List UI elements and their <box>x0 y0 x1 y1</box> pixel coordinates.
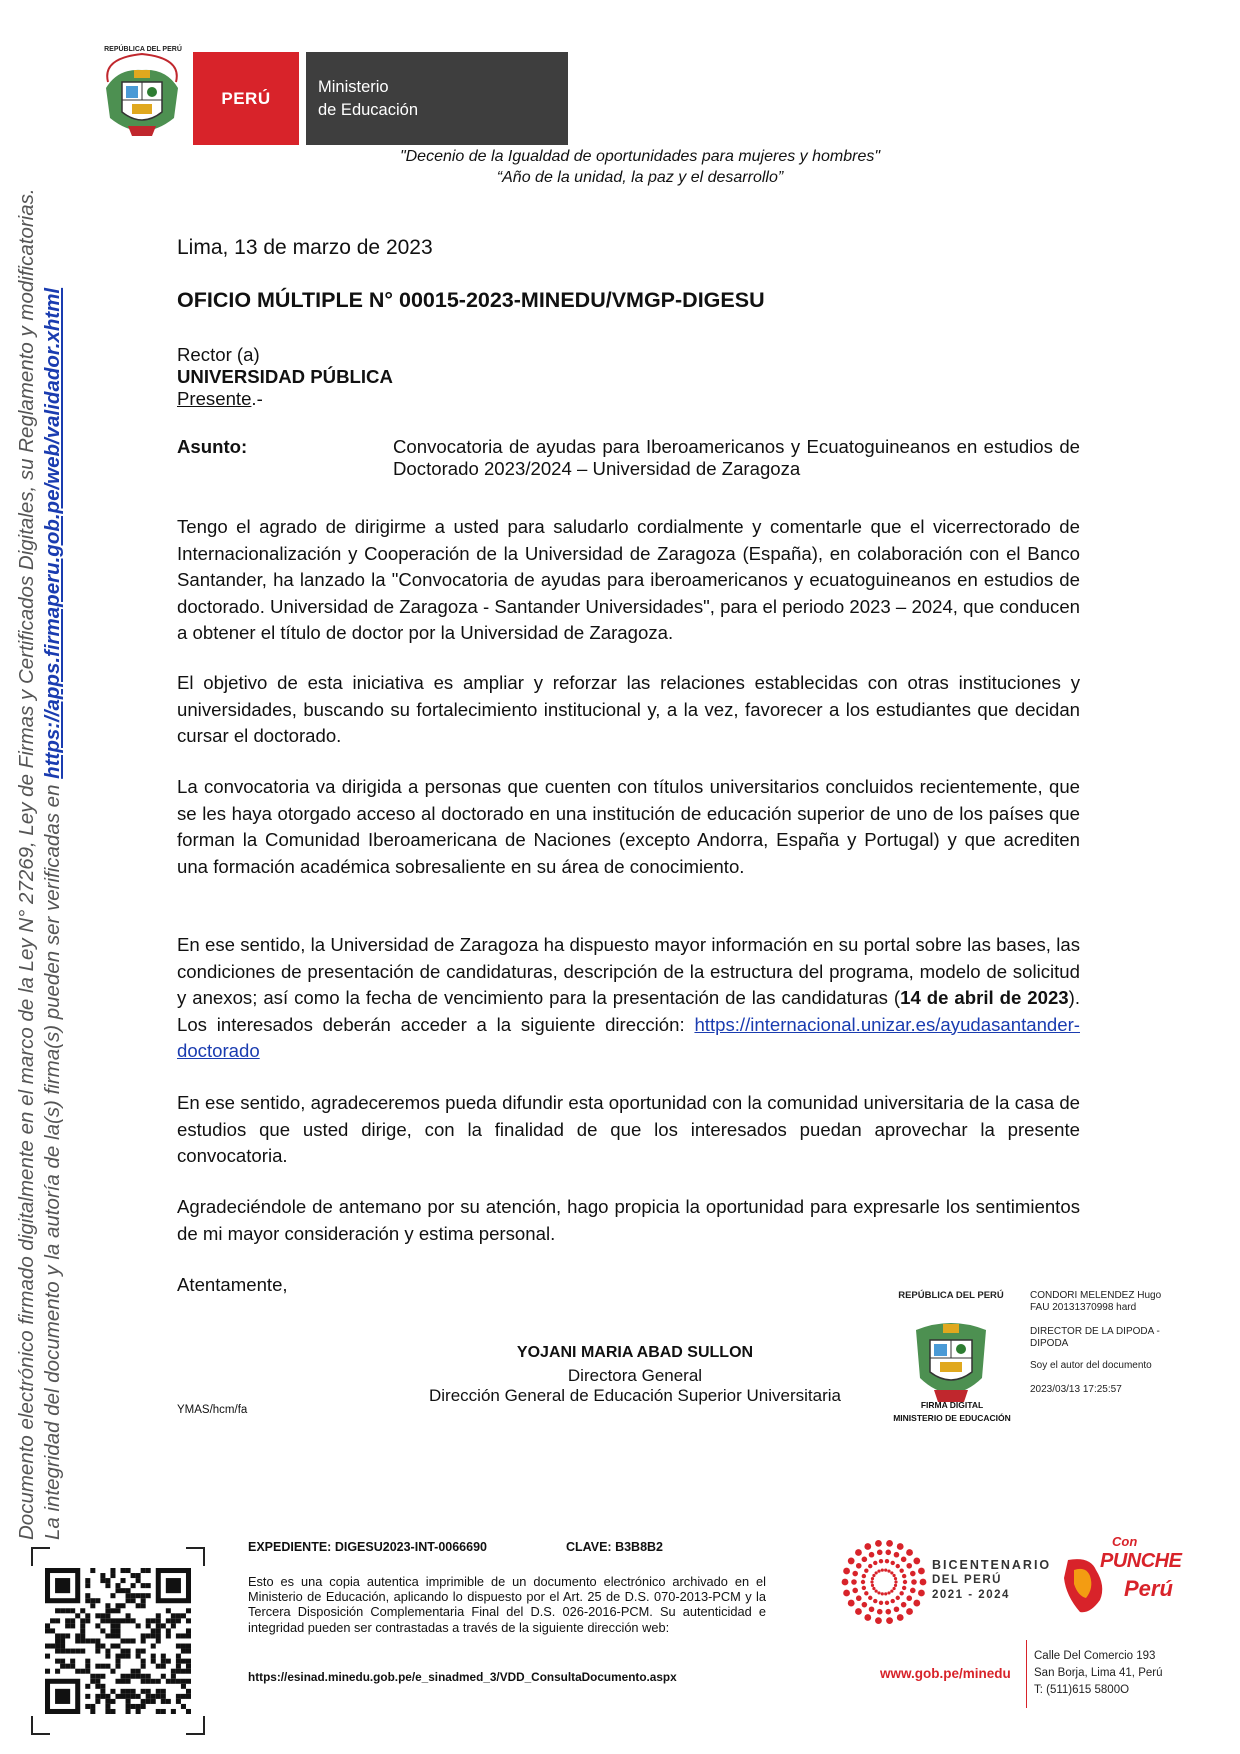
ministry-line1: Ministerio <box>318 77 389 96</box>
side-note-line2 <box>40 120 66 1540</box>
side-note-line1: Documento electrónico firmado digitalmente en el marco de la Ley N° 27269, Ley de Firmas y Certificados Digitales, su Reglamento y modificatorias. <box>15 188 38 1540</box>
signatory-role: Directora General <box>567 1366 703 1385</box>
oficio-number: OFICIO MÚLTIPLE N° 00015-2023-MINEDU/VMGP-DIGESU <box>177 288 765 312</box>
unizar-link[interactable]: https://internacional.unizar.es/ayudasantander-doctorado <box>177 1013 1080 1061</box>
address-line1: Calle Del Comercio 193 <box>1034 1650 1156 1662</box>
side-note-line2-text: La integridad del documento y la autoría de la(s) firma(s) pueden ser verificadas en <box>41 778 64 1540</box>
address-phone: T: (511)615 5800O <box>1034 1684 1130 1696</box>
bicentenario-line3: 2021 - 2024 <box>932 1589 1010 1601</box>
bicentenario-line2: DEL PERÚ <box>932 1574 1002 1586</box>
signatory-direction: Dirección General de Educación Superior Universitaria <box>429 1386 841 1405</box>
authenticity-note: Esto es una copia autentica imprimible de un documento electrónico archivado en el Ministerio de Educación, aplicando lo dispuesto por el Art. 25 de D.S. 070-2013-PCM y la Tercera Disposición Complementaria Final del D.S. 026-2016-PCM. Su autenticidad e integridad pueden ser contrastadas a través de la siguiente dirección web: <box>248 1574 766 1635</box>
validator-link[interactable]: https://apps.firmaperu.gob.pe/web/validador.xhtml <box>41 287 64 779</box>
signer-role: DIRECTOR DE LA DIPODA - DIPODA <box>1030 1326 1160 1349</box>
ministry-line2: de Educación <box>318 100 418 119</box>
signatory-name: YOJANI MARIA ABAD SULLON <box>516 1344 754 1361</box>
seal-caption-ministry: MINISTERIO DE EDUCACIÓN <box>893 1413 1011 1423</box>
peru-label: PERÚ <box>193 52 299 145</box>
minedu-website[interactable]: www.gob.pe/minedu <box>880 1666 1011 1681</box>
qr-code-icon <box>45 1568 191 1714</box>
signer-name: CONDORI MELENDEZ Hugo <box>1030 1290 1162 1301</box>
signer-reason: Soy el autor del documento <box>1030 1360 1152 1371</box>
bicentenario-text <box>932 1558 1051 1603</box>
recipient-title: Rector (a) <box>177 344 260 365</box>
paragraph-1: Tengo el agrado de dirigirme a usted para saludarlo cordialmente y comentarle que el vicerrectorado de Internacionalización y Cooperación de la Universidad de Zaragoza (España), en colaboración con el Banco Santander, ha lanzado la "Convocatoria de ayudas para iberoamericanos y ecuatoguineanos en estudios de doctorado. Universidad de Zaragoza - Santander Universidades", para el periodo 2023 – 2024, que conducen a obtener el título de doctor por la Universidad de Zaragoza. <box>177 516 1080 643</box>
recipient-block <box>177 344 393 410</box>
con-punche-peru-logo <box>1060 1532 1200 1632</box>
address-line2: San Borja, Lima 41, Perú <box>1034 1667 1163 1679</box>
recipient-presente: Presente.- <box>177 388 263 409</box>
bicentenario-line1: BICENTENARIO <box>932 1558 1052 1572</box>
deadline-date: 14 de abril de 2023 <box>900 987 1069 1008</box>
punche-peru: Perú <box>1124 1576 1173 1601</box>
motto-line2: “Año de la unidad, la paz y el desarrollo” <box>496 169 784 186</box>
digital-signature-note <box>14 120 94 1540</box>
footer-divider <box>1026 1640 1027 1708</box>
verification-url[interactable]: https://esinad.minedu.gob.pe/e_sinadmed_3/VDD_ConsultaDocumento.aspx <box>248 1670 677 1684</box>
paragraph-5: En ese sentido, agradeceremos pueda difundir esta oportunidad con la comunidad universitaria de la casa de estudios que usted dirige, con la finalidad de que los interesados puedan aprovechar la presente convocatoria. <box>177 1092 1080 1166</box>
seal-arc-text: REPÚBLICA DEL PERÚ <box>898 1290 1004 1301</box>
paragraph-4: En ese sentido, la Universidad de Zaragoza ha dispuesto mayor información en su portal sobre las bases, las condiciones de presentación de candidaturas, descripción de la estructura del programa, modelo de solicitud y anexos; así como la fecha de vencimiento para la presentación de las candidaturas (14 de abril de 2023). Los interesados deberán acceder a la siguiente dirección: https://internacional.unizar.es/ayudasantander-doctorado <box>177 934 1080 1061</box>
reference-initials: YMAS/hcm/fa <box>177 1404 248 1416</box>
motto-line1: "Decenio de la Igualdad de oportunidades para mujeres y hombres" <box>399 148 881 165</box>
signer-fau: FAU 20131370998 hard <box>1030 1302 1137 1313</box>
coat-of-arms-icon <box>98 48 186 144</box>
seal-caption-firma: FIRMA DIGITAL <box>920 1400 984 1410</box>
letter-date: Lima, 13 de marzo de 2023 <box>177 236 433 259</box>
recipient-org: UNIVERSIDAD PÚBLICA <box>177 366 393 387</box>
closing: Atentamente, <box>177 1274 288 1295</box>
signer-datetime: 2023/03/13 17:25:57 <box>1030 1384 1122 1395</box>
crest-caption: REPÚBLICA DEL PERÚ <box>104 46 182 53</box>
clave: CLAVE: B3B8B2 <box>566 1540 664 1554</box>
address-block <box>1034 1648 1163 1699</box>
punche-con: Con <box>1112 1534 1138 1549</box>
paragraph-3: La convocatoria va dirigida a personas que cuenten con títulos universitarios concluidos recientemente, que se les haya otorgado acceso al doctorado en una institución de educación superior de uno de los países que forman la Comunidad Iberoamericana de Naciones (excepto Andorra, España y Portugal) y que acrediten una formación académica sobresaliente en su área de conocimiento. <box>177 776 1080 877</box>
asunto-text: Convocatoria de ayudas para Iberoamericanos y Ecuatoguineanos en estudios de Doctorado 2023/2024 – Universidad de Zaragoza <box>393 436 1080 479</box>
expediente: EXPEDIENTE: DIGESU2023-INT-0066690 <box>248 1540 487 1554</box>
paragraph-6: Agradeciéndole de antemano por su atención, hago propicia la oportunidad para expresarle los sentimientos de mi mayor consideración y estima personal. <box>177 1196 1080 1244</box>
asunto-label: Asunto: <box>177 436 248 457</box>
ministry-label <box>306 52 568 145</box>
bicentenario-logo-icon <box>840 1538 928 1626</box>
paragraph-2: El objetivo de esta iniciativa es ampliar y reforzar las relaciones establecidas con otras instituciones y universidades, buscando su fortalecimiento institucional y, a la vez, favorecer a los estudiantes que decidan cursar el doctorado. <box>177 672 1080 746</box>
punche-main: PUNCHE <box>1100 1550 1182 1572</box>
